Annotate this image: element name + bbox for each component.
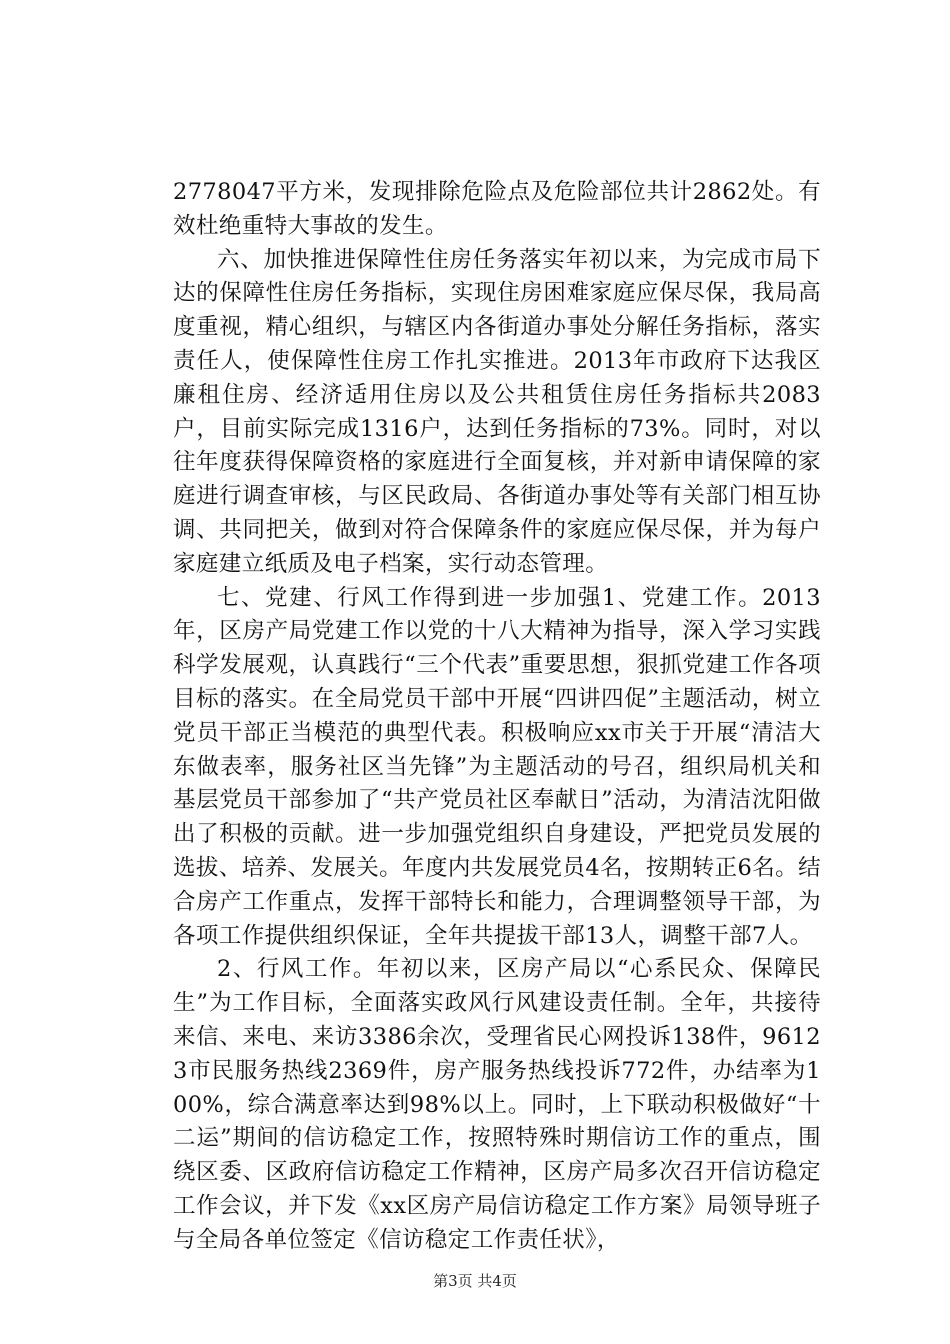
document-body bbox=[173, 176, 821, 1258]
paragraph-housing-tasks: 六、加快推进保障性住房任务落实年初以来，为完成市局下达的保障性住房任务指标，实现住房困难家庭应保尽保，我局高度重视，精心组织，与辖区内各街道办事处分解任务指标，落实责任人，使保障性住房工作扎实推进。2013年市政府下达我区廉租住房、经济适用住房以及公共租赁住房任务指标共2083户，目前实际完成1316户，达到任务指标的73%。同时，对以往年度获得保障资格的家庭进行全面复核，并对新申请保障的家庭进行调查审核，与区民政局、各街道办事处等有关部门相互协调、共同把关，做到对符合保障条件的家庭应保尽保，并为每户家庭建立纸质及电子档案，实行动态管理。 bbox=[173, 246, 821, 577]
page-number-footer: 第3页 共4页 bbox=[433, 1272, 517, 1290]
paragraph-party-building: 七、党建、行风工作得到进一步加强1、党建工作。2013年，区房产局党建工作以党的十八大精神为指导，深入学习实践科学发展观，认真践行“三个代表”重要思想，狠抓党建工作各项目标的落实。在全局党员干部中开展“四讲四促”主题活动，树立党员干部正当模范的典型代表。积极响应xx市关于开展“清洁大东做表率，服务社区当先锋”为主题活动的号召，组织局机关和基层党员干部参加了“共产党员社区奉献日”活动，为清洁沈阳做出了积极的贡献。进一步加强党组织自身建设，严把党员发展的选拔、培养、发展关。年度内共发展党员4名，按期转正6名。结合房产工作重点，发挥干部特长和能力，合理调整领导干部，为各项工作提供组织保证，全年共提拔干部13人，调整干部7人。 bbox=[173, 584, 821, 949]
paragraph-continuation: 2778047平方米，发现排除危险点及危险部位共计2862处。有效杜绝重特大事故的发生。 bbox=[173, 179, 821, 239]
paragraph-work-style: 2、行风工作。年初以来，区房产局以“心系民众、保障民生”为工作目标，全面落实政风行风建设责任制。全年，共接待来信、来电、来访3386余次，受理省民心网投诉138件，96123市民服务热线2369件，房产服务热线投诉772件，办结率为100%，综合满意率达到98%以上。同时，上下联动积极做好“十二运”期间的信访稳定工作，按照特殊时期信访工作的重点，围绕区委、区政府信访稳定工作精神，区房产局多次召开信访稳定工作会议，并下发《xx区房产局信访稳定工作方案》局领导班子与全局各单位签定《信访稳定工作责任状》， bbox=[173, 956, 821, 1253]
